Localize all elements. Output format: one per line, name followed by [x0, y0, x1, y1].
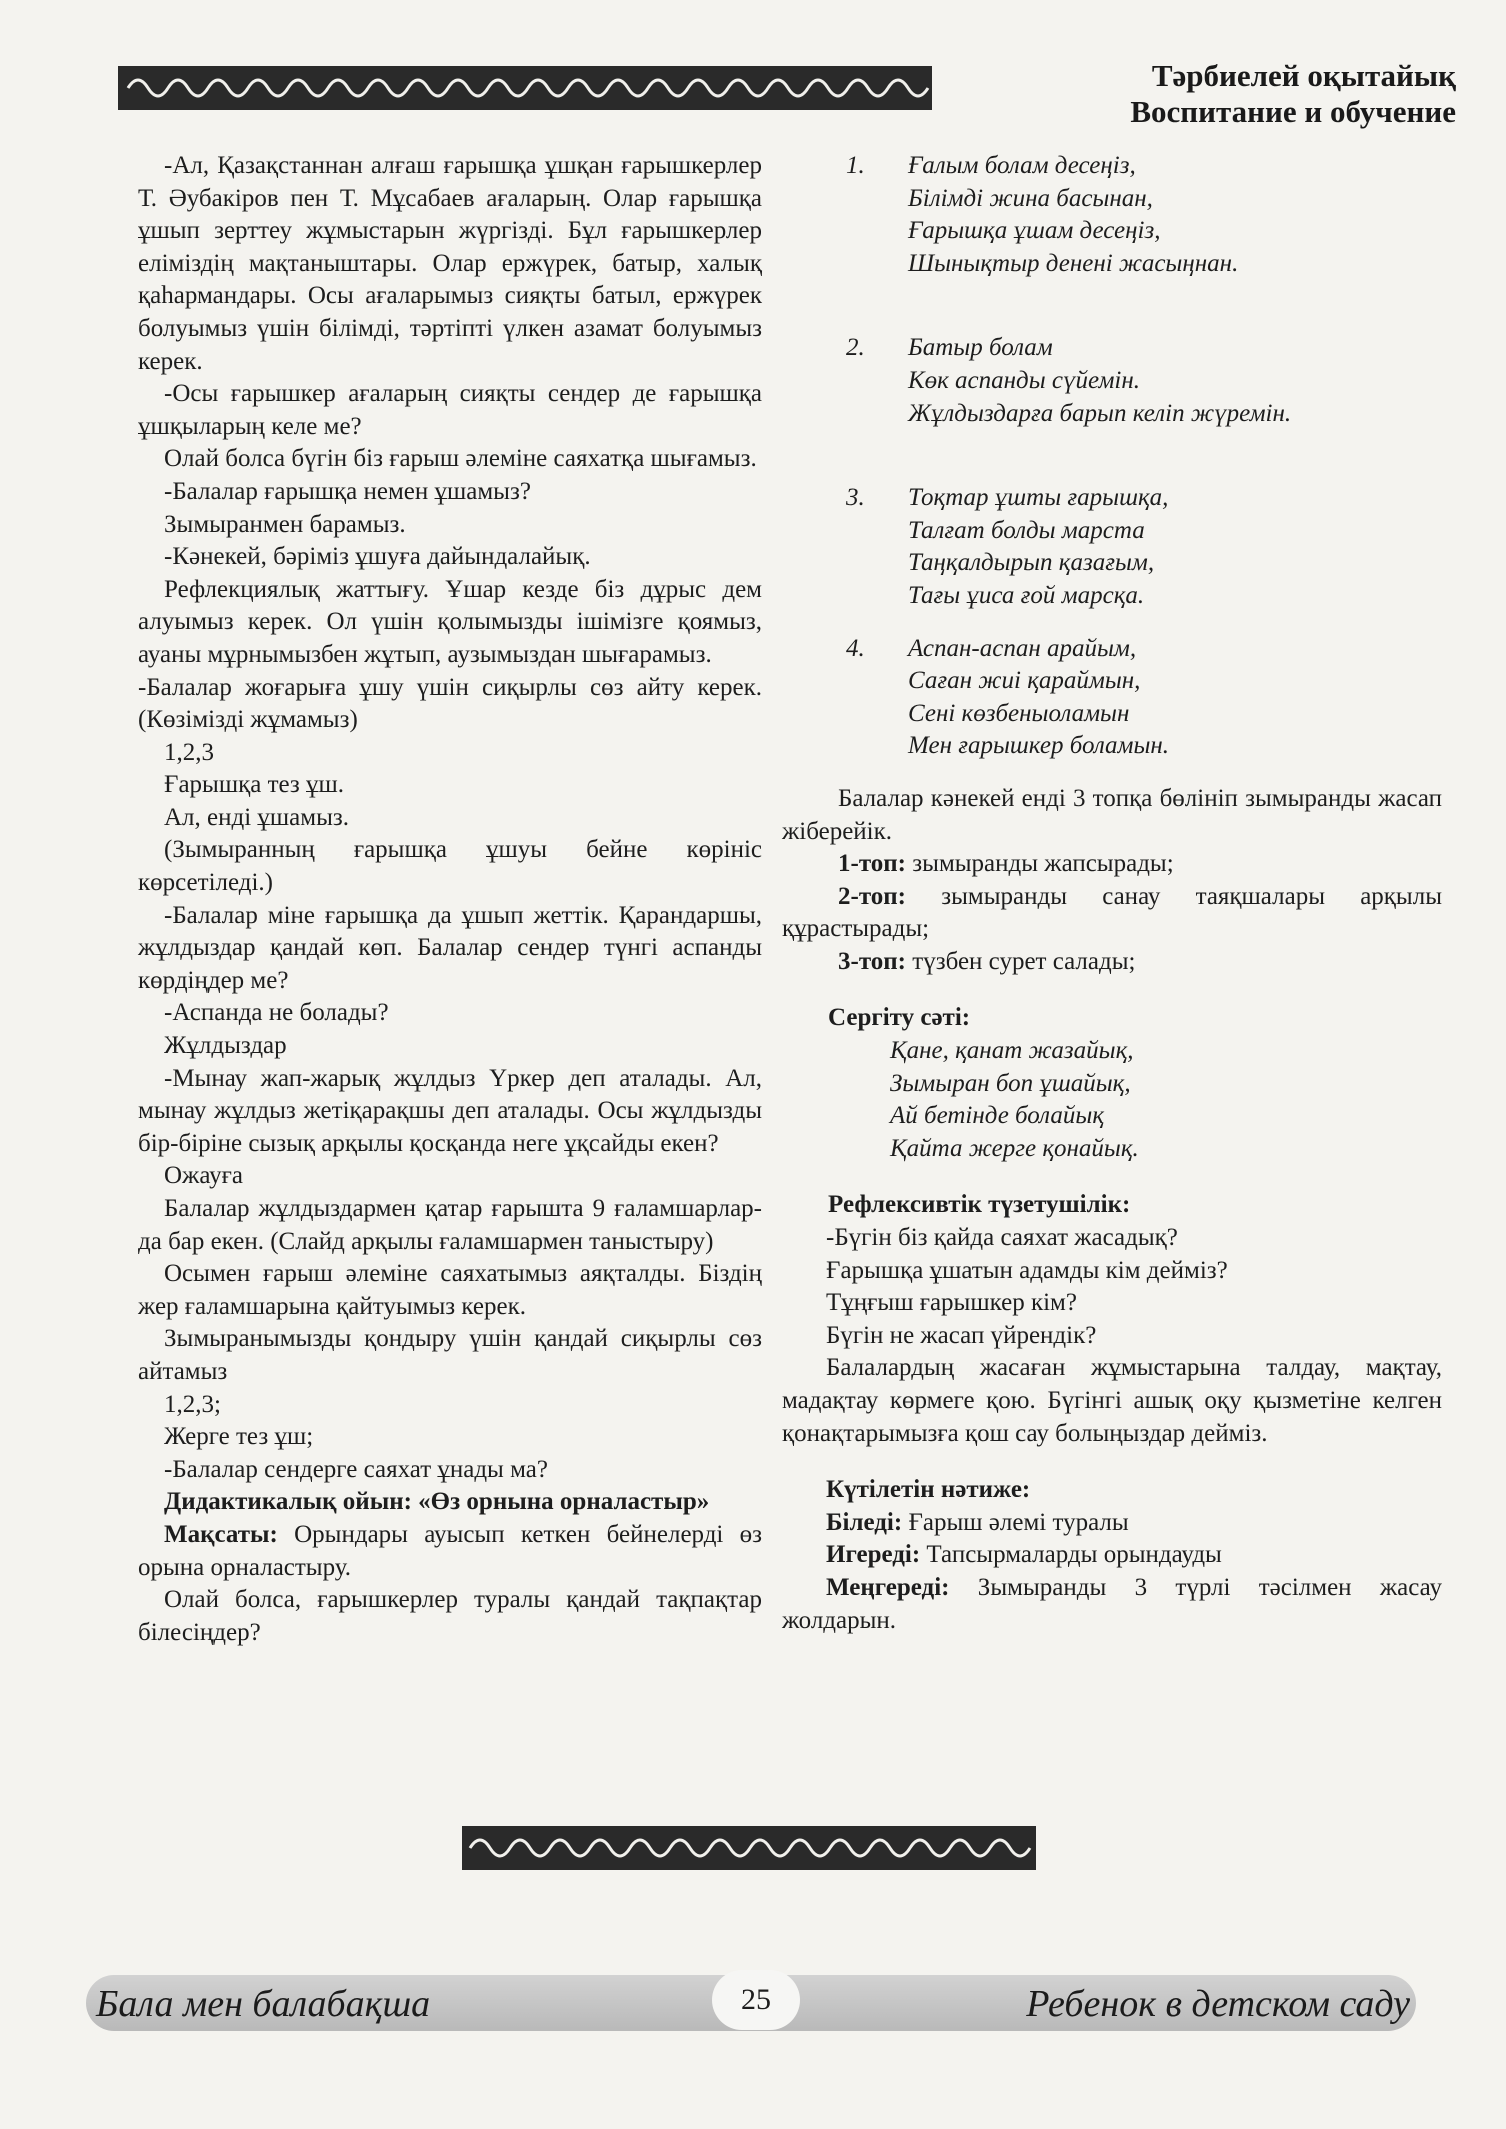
- paragraph: Ғарышқа тез ұш.: [164, 771, 345, 799]
- poem-line: Ғалым болам десеңіз,: [908, 152, 1136, 179]
- poem: [782, 332, 1442, 430]
- group-label: 2-топ:: [838, 882, 907, 910]
- paragraph: Зымыранмен барамыз.: [164, 510, 406, 538]
- paragraph: -Кәнекей, бәріміз ұшуға дайындалайық.: [164, 543, 591, 571]
- paragraph: Ал, енді ұшамыз.: [164, 803, 350, 831]
- reflexive-line: Бүгін не жасап үйрендік?: [826, 1321, 1097, 1349]
- poem-line: Батыр болам: [908, 334, 1053, 362]
- header-titles: [1130, 58, 1456, 130]
- paragraph: (Зымыранның ғарышқа ұшуы бейне көрініс көрсетіледі.): [138, 836, 762, 897]
- paragraph: Олай болса, ғарышкерлер туралы қандай тақпақтар білесіңдер?: [138, 1586, 762, 1646]
- group-item: [782, 881, 1442, 946]
- poem-line: Мен ғарышкер боламын.: [908, 732, 1170, 760]
- outcome-label: Меңгереді:: [826, 1573, 950, 1601]
- poem-line: Тоқтар ұшты ғарышқа,: [908, 484, 1169, 512]
- page-number: 25: [712, 1970, 800, 2030]
- paragraph: -Балалар ғарышқа немен ұшамыз?: [164, 477, 531, 505]
- paragraph: Жұлдыздар: [164, 1032, 287, 1060]
- paragraph: -Ал, Қазақстаннан алғаш ғарышқа ұшқан ғарышкерлер Т. Әубакіров пен Т. Мұсабаев ағаларың. Олар ғарышқа ұшып зерттеу жұмыстарын жүргізді. Бұл ғарышкерлер еліміздің мақтаныштары. Олар ержүрек, батыр, халық қаһармандары. Осы ағаларымыз сияқты батыл, ержүрек болуымыз үшін білімді, тәртіпті үлкен азамат болуымыз керек.: [138, 152, 762, 375]
- verse-line: Қайта жерге қонайық.: [890, 1134, 1139, 1162]
- paragraph: -Балалар жоғарыға ұшу үшін сиқырлы сөз айту керек. (Көзімізді жұмамыз): [138, 673, 762, 734]
- outcome-label: Біледі:: [826, 1508, 903, 1536]
- header-title-kz: Тәрбиелей оқытайық: [1151, 58, 1456, 93]
- outcome-item: [782, 1572, 1442, 1637]
- paragraph: Олай болса бүгін біз ғарыш әлеміне саяхатқа шығамыз.: [164, 445, 757, 473]
- header-title-ru: Воспитание и обучение: [1130, 94, 1456, 129]
- reflexive-paragraph: Балалардың жасаған жұмыстарына талдау, мақтау, мадақтау көрмеге қою. Бүгінгі ашық оқу қызметіне келген қонақтарымызға қош сау болыңыздар дейміз.: [782, 1354, 1442, 1447]
- paragraph: -Мынау жап-жарық жұлдыз Үркер деп аталады. Ал, мынау жұлдыз жетіқарақшы деп аталады. Осы жұлдызды бір-біріне сызық арқылы қосқанда неге ұқсайды екен?: [138, 1064, 762, 1157]
- outcome-text: Ғарыш әлемі туралы: [902, 1508, 1129, 1536]
- verse-line: Ай бетінде болайық: [890, 1102, 1105, 1130]
- group-text: зымыранды санау таяқшалары арқылы құрастырады;: [782, 882, 1442, 943]
- paragraph: 1,2,3: [164, 738, 214, 766]
- poem: [782, 633, 1442, 763]
- verse-line: Қане, қанат жазайық,: [890, 1037, 1134, 1065]
- paragraph: -Балалар міне ғарышқа да ұшып жеттік. Қарандаршы, жұлдыздар қандай көп. Балалар сендер түнгі аспанды көрдіңдер ме?: [138, 901, 762, 994]
- group-label: 3-топ:: [838, 947, 907, 975]
- outcome-item: [782, 1539, 1442, 1572]
- paragraph: Рефлекциялық жаттығу. Ұшар кезде біз дұрыс дем алуымыз керек. Ол үшін қолымызды ішімізге қоямыз, ауаны мұрнымызбен жұтып, аузымыздан шығарамыз.: [138, 575, 762, 668]
- group-label: 1-топ:: [838, 850, 907, 878]
- poem: [782, 482, 1442, 612]
- sergitu-title: Сергіту сәті:: [828, 1004, 971, 1032]
- didactic-goal-label: Мақсаты:: [164, 1520, 278, 1548]
- footer-magazine-title-ru: Ребенок в детском саду: [1026, 1983, 1410, 2025]
- group-item: [782, 946, 1442, 979]
- outcome-text: Тапсырмаларды орындауды: [920, 1541, 1222, 1569]
- poem-number: 3.: [846, 484, 865, 512]
- poem-line: Шынықтыр денені жасыңнан.: [908, 249, 1239, 277]
- group-text: түзбен сурет салады;: [906, 947, 1136, 975]
- didactic-game-title: Дидактикалық ойын: «Өз орнына орналастыр»: [164, 1488, 710, 1516]
- outcome-title: Күтілетін нәтиже:: [826, 1476, 1031, 1504]
- poem-line: Талғат болды марста: [908, 516, 1145, 544]
- poem-number: 1.: [846, 152, 865, 179]
- reflexive-title: Рефлексивтік түзетушілік:: [828, 1191, 1131, 1219]
- paragraph: Ожауға: [164, 1162, 244, 1190]
- poem-line: Таңқалдырып қазағым,: [908, 549, 1155, 577]
- reflexive-line: Тұңғыш ғарышкер кім?: [826, 1289, 1077, 1317]
- footer-ornament: [462, 1826, 1036, 1870]
- paragraph: 1,2,3;: [164, 1390, 221, 1418]
- group-item: [782, 848, 1442, 881]
- poem-line: Аспан-аспан арайым,: [908, 634, 1137, 662]
- didactic-goal-text: Орындары ауысып кеткен бейнелерді өз орына орналастыру.: [138, 1520, 762, 1581]
- outcome-label: Игереді:: [826, 1541, 921, 1569]
- didactic-goal: [138, 1519, 762, 1584]
- group-text: зымыранды жапсырады;: [906, 850, 1174, 878]
- reflexive-line: Ғарышқа ұшатын адамды кім дейміз?: [826, 1256, 1228, 1284]
- paragraph: -Осы ғарышкер ағаларың сияқты сендер де ғарышқа ұшқыларың келе ме?: [138, 380, 762, 440]
- poem-number: 4.: [846, 634, 865, 662]
- paragraph: Осымен ғарыш әлеміне саяхатымыз аяқталды. Біздің жер ғаламшарына қайтуымыз керек.: [138, 1260, 762, 1320]
- outcome-item: [782, 1507, 1442, 1540]
- left-column: [138, 150, 762, 1649]
- groups-intro: Балалар кәнекей енді 3 топқа бөлініп зымыранды жасап жіберейік.: [782, 784, 1442, 845]
- poem-line: Сені көзбеныоламын: [908, 699, 1130, 727]
- poem: [782, 150, 1442, 280]
- sergitu-verse: [782, 1035, 1442, 1165]
- paragraph: Зымыранымызды қондыру үшін қандай сиқырлы сөз айтамыз: [138, 1325, 762, 1385]
- paragraph: Балалар жұлдыздармен қатар ғарышта 9 ғаламшарлар-да бар екен. (Слайд арқылы ғаламшармен таныстыру): [138, 1195, 762, 1255]
- paragraph: -Балалар сендерге саяхат ұнады ма?: [164, 1455, 548, 1483]
- poem-line: Білімді жина басынан,: [908, 184, 1153, 212]
- right-column: [782, 150, 1442, 1637]
- paragraph: Жерге тез ұш;: [164, 1423, 314, 1451]
- verse-line: Зымыран боп ұшайық,: [890, 1069, 1131, 1097]
- poem-line: Жұлдыздарға барып келіп жүремін.: [908, 399, 1292, 427]
- poem-line: Саған жиі қараймын,: [908, 667, 1141, 695]
- footer-magazine-title-kz: Бала мен балабақша: [96, 1983, 431, 2025]
- poem-number: 2.: [846, 334, 865, 362]
- paragraph: -Аспанда не болады?: [164, 999, 389, 1027]
- header-ornament: [118, 66, 932, 110]
- reflexive-line: -Бүгін біз қайда саяхат жасадық?: [826, 1224, 1178, 1252]
- outcome-text: Зымыранды 3 түрлі тәсілмен жасау жолдарын.: [782, 1573, 1442, 1634]
- poem-line: Ғарышқа ұшам десеңіз,: [908, 217, 1161, 245]
- poem-line: Көк аспанды сүйемін.: [908, 366, 1140, 394]
- poem-line: Тағы ұиса ғой марсқа.: [908, 581, 1145, 609]
